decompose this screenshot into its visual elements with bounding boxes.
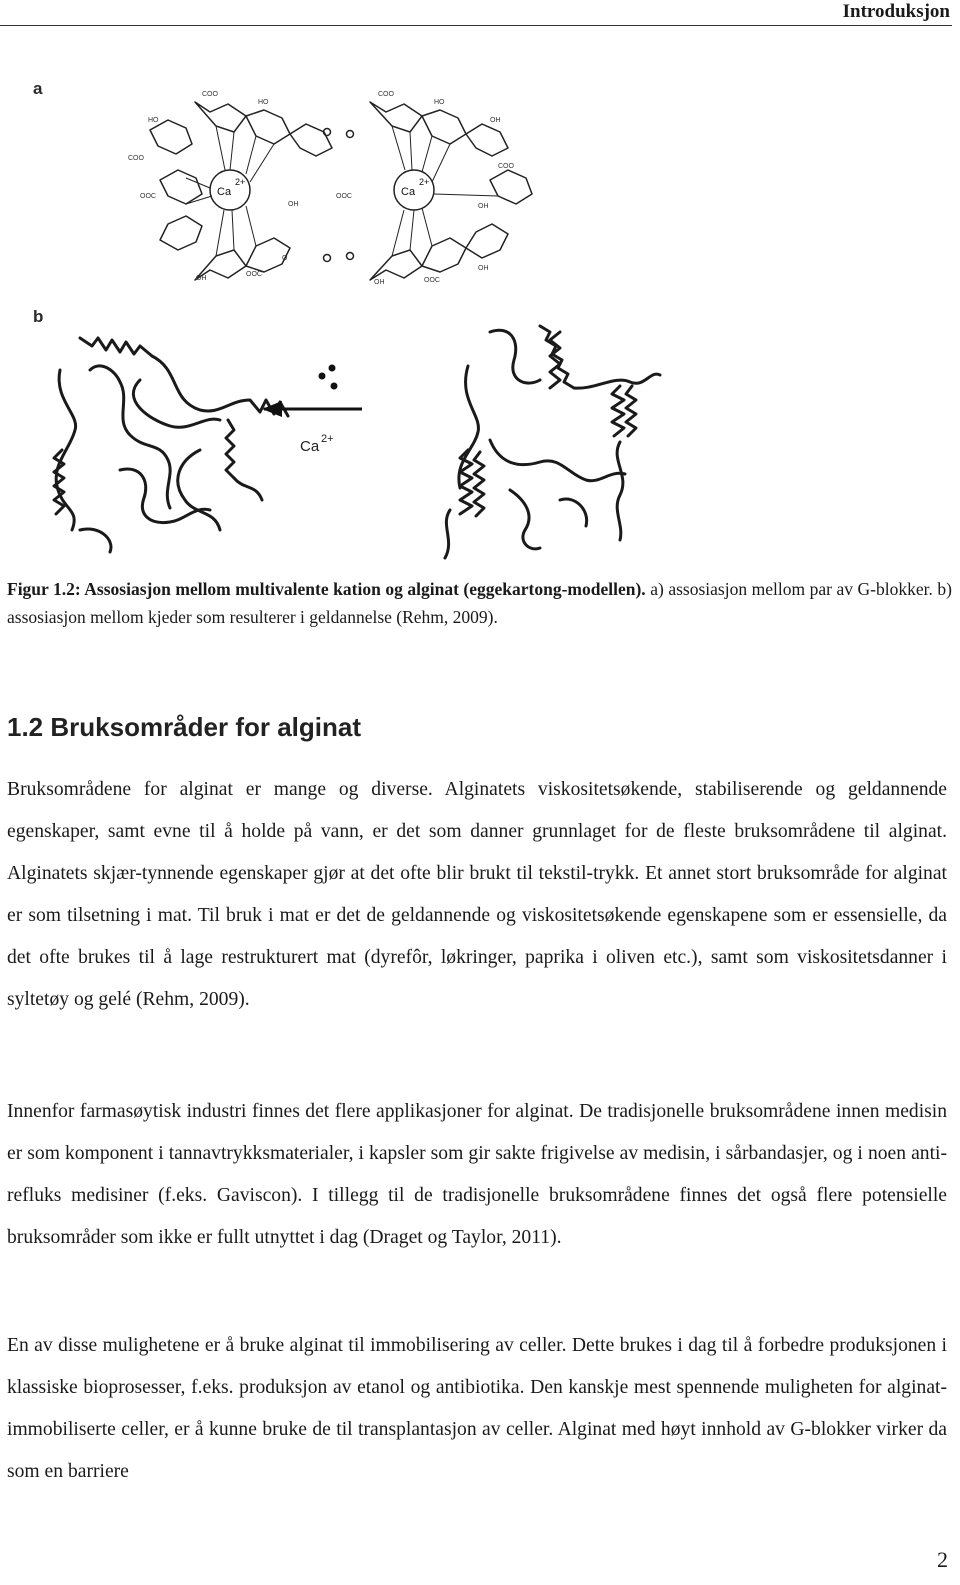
svg-text:O: O bbox=[282, 255, 288, 262]
svg-text:OOC: OOC bbox=[336, 193, 352, 200]
svg-text:2+: 2+ bbox=[235, 177, 246, 187]
svg-text:Ca: Ca bbox=[217, 186, 232, 198]
svg-text:OH: OH bbox=[478, 265, 489, 272]
figure-egg-box-model bbox=[20, 70, 680, 570]
svg-text:OH: OH bbox=[490, 117, 501, 124]
header-rule bbox=[0, 25, 952, 26]
figure-caption bbox=[7, 575, 952, 631]
caption-prefix: Figur 1.2: Assosiasjon mellom multivalente kation og alginat (eggekartong-modellen). bbox=[7, 579, 646, 599]
svg-text:COO: COO bbox=[128, 155, 144, 162]
body-paragraph: En av disse mulighetene er å bruke alginat til immobilisering av celler. Dette brukes i dag til å forbedre produksjonen i klassiske bioprosesser, f.eks. produksjon av etanol og antibiotika. Den kanskje mest spennende muligheten for alginat-immobiliserte celler, er å kunne bruke de til transplantasjon av celler. Alginat med høyt innhold av G-blokker virker da som en barriere bbox=[7, 1335, 947, 1482]
calcium-ion-left bbox=[210, 170, 250, 210]
svg-text:Ca: Ca bbox=[401, 186, 416, 198]
svg-text:OH: OH bbox=[374, 279, 385, 286]
egg-box-molecular-diagram bbox=[150, 102, 532, 280]
caption-text: a) assosiasjon mellom par av G-blokker. b) assosiasjon mellom kjeder som resulterer i geldannelse (Rehm, 2009). bbox=[7, 579, 952, 627]
svg-text:HO: HO bbox=[258, 99, 269, 106]
running-header bbox=[0, 0, 952, 27]
reaction-arrow bbox=[262, 365, 362, 418]
calcium-ion-right bbox=[394, 170, 434, 210]
svg-text:HO: HO bbox=[434, 99, 445, 106]
svg-text:OH: OH bbox=[288, 201, 299, 208]
body-paragraph: Innenfor farmasøytisk industri finnes det flere applikasjoner for alginat. De tradisjonelle bruksområdene innen medisin er som komponent i tannavtrykksmaterialer, i kapsler som gir sakte frigivelse av medisin, i sårbandasjer, og i noen anti-refluks medisiner (f.eks. Gaviscon). I tillegg til de tradisjonelle bruksområdene finnes det også flere potensielle bruksområder som ikke er fullt utnyttet i dag (Draget og Taylor, 2011). bbox=[7, 1101, 947, 1248]
panel-a-label: a bbox=[33, 79, 43, 98]
running-title: Introduksjon bbox=[842, 1, 950, 22]
svg-text:OH: OH bbox=[196, 275, 207, 282]
svg-text:COO: COO bbox=[202, 91, 218, 98]
body-paragraph: Bruksområdene for alginat er mange og diverse. Alginatets viskositetsøkende, stabiliserende og geldannende egenskaper, samt evne til å holde på vann, er det som danner grunnlaget for de fleste bruksområdene til alginat. Alginatets skjær-tynnende egenskaper gjør at det ofte blir brukt til tekstil-trykk. Et annet stort bruksområde for alginat er som tilsetning i mat. Til bruk i mat er det de geldannende og viskositetsøkende egenskapene som er essensielle, da det ofte brukes til å lage restrukturert mat (dyrefôr, løkringer, paprika i oliven etc.), samt som viskositetsdanner i syltetøy og gelé (Rehm, 2009). bbox=[7, 779, 947, 1010]
svg-text:OH: OH bbox=[478, 203, 489, 210]
calcium-label-b bbox=[300, 433, 334, 455]
figure-illustration bbox=[20, 70, 680, 570]
gel-network-after bbox=[445, 326, 660, 558]
svg-text:COO: COO bbox=[378, 91, 394, 98]
svg-text:COO: COO bbox=[498, 163, 514, 170]
page-number: 2 bbox=[937, 1547, 948, 1572]
svg-text:OOC: OOC bbox=[246, 271, 262, 278]
chemical-group-labels bbox=[128, 91, 515, 286]
svg-text:Ca: Ca bbox=[300, 438, 320, 455]
svg-text:2+: 2+ bbox=[419, 177, 430, 187]
section-heading: 1.2 Bruksområder for alginat bbox=[7, 712, 361, 742]
svg-text:OOC: OOC bbox=[140, 193, 156, 200]
svg-text:HO: HO bbox=[148, 117, 159, 124]
svg-text:OOC: OOC bbox=[424, 277, 440, 284]
random-chains-before bbox=[54, 338, 288, 552]
svg-text:2+: 2+ bbox=[321, 433, 334, 445]
panel-b-label: b bbox=[33, 307, 44, 326]
